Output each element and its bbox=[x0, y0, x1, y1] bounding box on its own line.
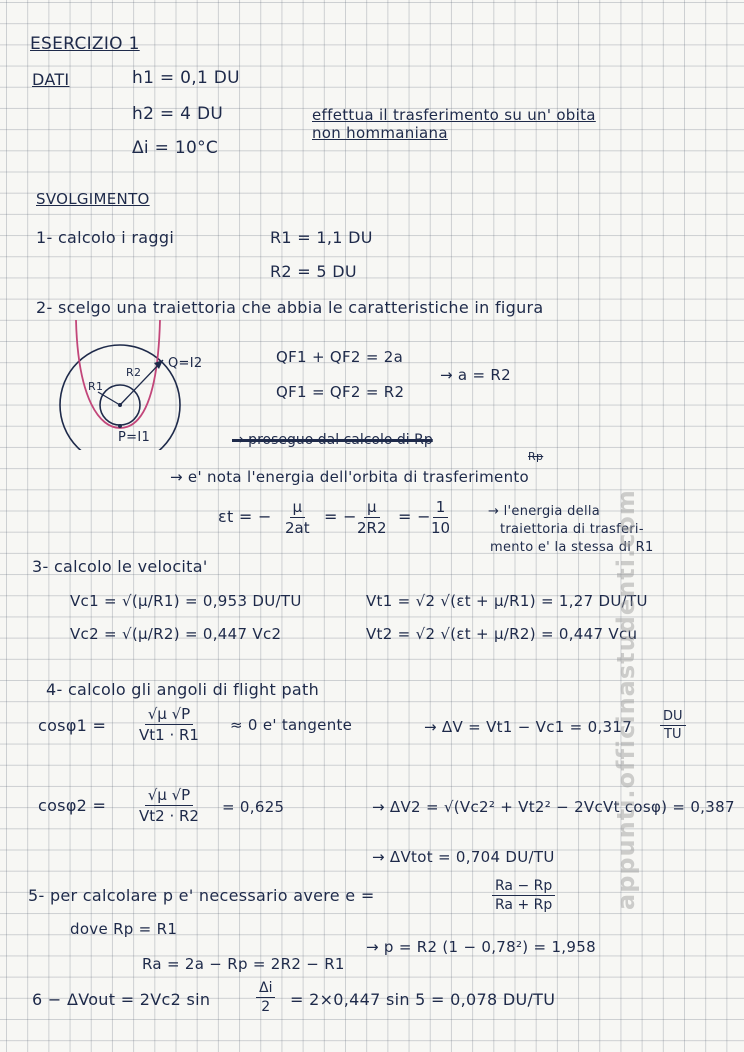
delta-v-total: → ΔVtot = 0,704 DU/TU bbox=[372, 848, 555, 866]
step3-label: 3- calcolo le velocita' bbox=[32, 557, 208, 576]
step4-label: 4- calcolo gli angoli di flight path bbox=[46, 680, 320, 699]
step5-label: 5- per calcolare p e' necessario avere e = bbox=[28, 886, 375, 905]
dati-note-line2: non hommaniana bbox=[312, 124, 448, 142]
cos-phi2-num: √μ √P bbox=[145, 786, 193, 806]
energy-fraction-2 bbox=[354, 498, 390, 537]
step2-eq1: QF1 + QF2 = 2a bbox=[276, 348, 404, 366]
delta-v1: → ΔV = Vt1 − Vc1 = 0,317 bbox=[424, 718, 633, 736]
energy-side-note-3: mento e' la stessa di R1 bbox=[490, 540, 654, 555]
cos-phi2-den: Vt2 · R2 bbox=[139, 807, 199, 825]
label-r2: R2 bbox=[126, 366, 142, 379]
energy-fraction-1-den: 2at bbox=[285, 519, 310, 537]
cos-phi2-lhs: cosφ2 = bbox=[38, 796, 107, 815]
watermark: appunti.officinastudenti.com bbox=[612, 489, 640, 910]
periapsis-point bbox=[118, 424, 122, 428]
delta-v2: → ΔV2 = √(Vc2² + Vt2² − 2VcVt cosφ) = 0,387 bbox=[372, 798, 735, 816]
energy-fraction-1-num: μ bbox=[290, 498, 306, 518]
step1-r2: R2 = 5 DU bbox=[270, 262, 357, 281]
delta-v1-unit-den: TU bbox=[664, 727, 682, 742]
eccentricity-num: Ra − Rp bbox=[492, 878, 555, 896]
energy-fraction-2-num: μ bbox=[364, 498, 380, 518]
cos-phi2-fraction bbox=[136, 786, 202, 825]
dati-delta-i: Δi = 10°C bbox=[132, 138, 219, 158]
cos-phi1-result: ≈ 0 e' tangente bbox=[230, 716, 353, 734]
step5-dove: dove Rp = R1 bbox=[70, 920, 178, 938]
energy-fraction-2-den: 2R2 bbox=[357, 519, 387, 537]
eccentricity-den: Ra + Rp bbox=[495, 897, 553, 913]
step2-eq2: QF1 = QF2 = R2 bbox=[276, 383, 405, 401]
step6-lhs: 6 − ΔVout = 2Vc2 sin bbox=[32, 990, 211, 1009]
step5-p: → p = R2 (1 − 0,78²) = 1,958 bbox=[366, 938, 596, 956]
epsilon-lhs: εt = − bbox=[218, 507, 272, 526]
cos-phi1-den: Vt1 · R1 bbox=[139, 726, 199, 744]
crossed-out-sub: Rp bbox=[528, 450, 544, 463]
delta-v1-unit-num: DU bbox=[660, 709, 686, 726]
label-r1: R1 bbox=[88, 380, 104, 393]
svolgimento-title: SVOLGIMENTO bbox=[36, 190, 150, 208]
energy-fraction-3 bbox=[428, 498, 453, 537]
dati-note-line1: effettua il trasferimento su un' obita bbox=[312, 106, 596, 124]
page-title: ESERCIZIO 1 bbox=[30, 34, 140, 54]
crossed-out-text: → proseguo dal calcolo di Rp bbox=[232, 432, 433, 448]
step2-eq3: → a = R2 bbox=[440, 366, 511, 384]
dati-h2: h2 = 4 DU bbox=[132, 104, 224, 124]
cos-phi1-fraction bbox=[136, 705, 202, 744]
step2-label: 2- scelgo una traiettoria che abbia le caratteristiche in figura bbox=[36, 298, 544, 317]
label-p: P=I1 bbox=[118, 430, 151, 445]
cos-phi1-lhs: cosφ1 = bbox=[38, 716, 107, 735]
step6-rhs: = 2×0,447 sin 5 = 0,078 DU/TU bbox=[290, 990, 556, 1009]
label-q: Q=I2 bbox=[168, 356, 203, 371]
dati-h1: h1 = 0,1 DU bbox=[132, 68, 240, 88]
delta-v1-unit bbox=[660, 709, 686, 742]
energy-note: → e' nota l'energia dell'orbita di trasferimento bbox=[170, 468, 530, 486]
step6-frac-num: Δi bbox=[256, 980, 275, 998]
energy-eq-sign-2: = − bbox=[398, 507, 431, 526]
cos-phi2-result: = 0,625 bbox=[222, 798, 285, 816]
step3-vc2: Vc2 = √(μ/R2) = 0,447 Vc2 bbox=[70, 625, 282, 643]
energy-fraction-1 bbox=[282, 498, 313, 537]
step6-fraction bbox=[256, 980, 275, 1015]
energy-side-note-1: → l'energia della bbox=[488, 504, 601, 519]
energy-eq-sign: = − bbox=[324, 507, 357, 526]
step3-vt1: Vt1 = √2 √(εt + μ/R1) = 1,27 DU/TU bbox=[366, 592, 648, 610]
cos-phi1-num: √μ √P bbox=[145, 705, 193, 725]
transfer-trajectory bbox=[76, 320, 160, 428]
step6-frac-den: 2 bbox=[261, 999, 271, 1015]
step1-label: 1- calcolo i raggi bbox=[36, 228, 175, 247]
energy-side-note-2: traiettoria di trasferi- bbox=[500, 522, 644, 537]
dati-label: DATI bbox=[32, 70, 70, 89]
center-point bbox=[118, 403, 122, 407]
energy-fraction-3-den: 10 bbox=[431, 519, 451, 537]
step3-vt2: Vt2 = √2 √(εt + μ/R2) = 0,447 Vcu bbox=[366, 625, 638, 643]
step1-r1: R1 = 1,1 DU bbox=[270, 228, 373, 247]
step3-vc1: Vc1 = √(μ/R1) = 0,953 DU/TU bbox=[70, 592, 302, 610]
step5-ra: Ra = 2a − Rp = 2R2 − R1 bbox=[142, 955, 345, 973]
energy-fraction-3-num: 1 bbox=[433, 498, 449, 518]
eccentricity-fraction bbox=[492, 878, 555, 913]
